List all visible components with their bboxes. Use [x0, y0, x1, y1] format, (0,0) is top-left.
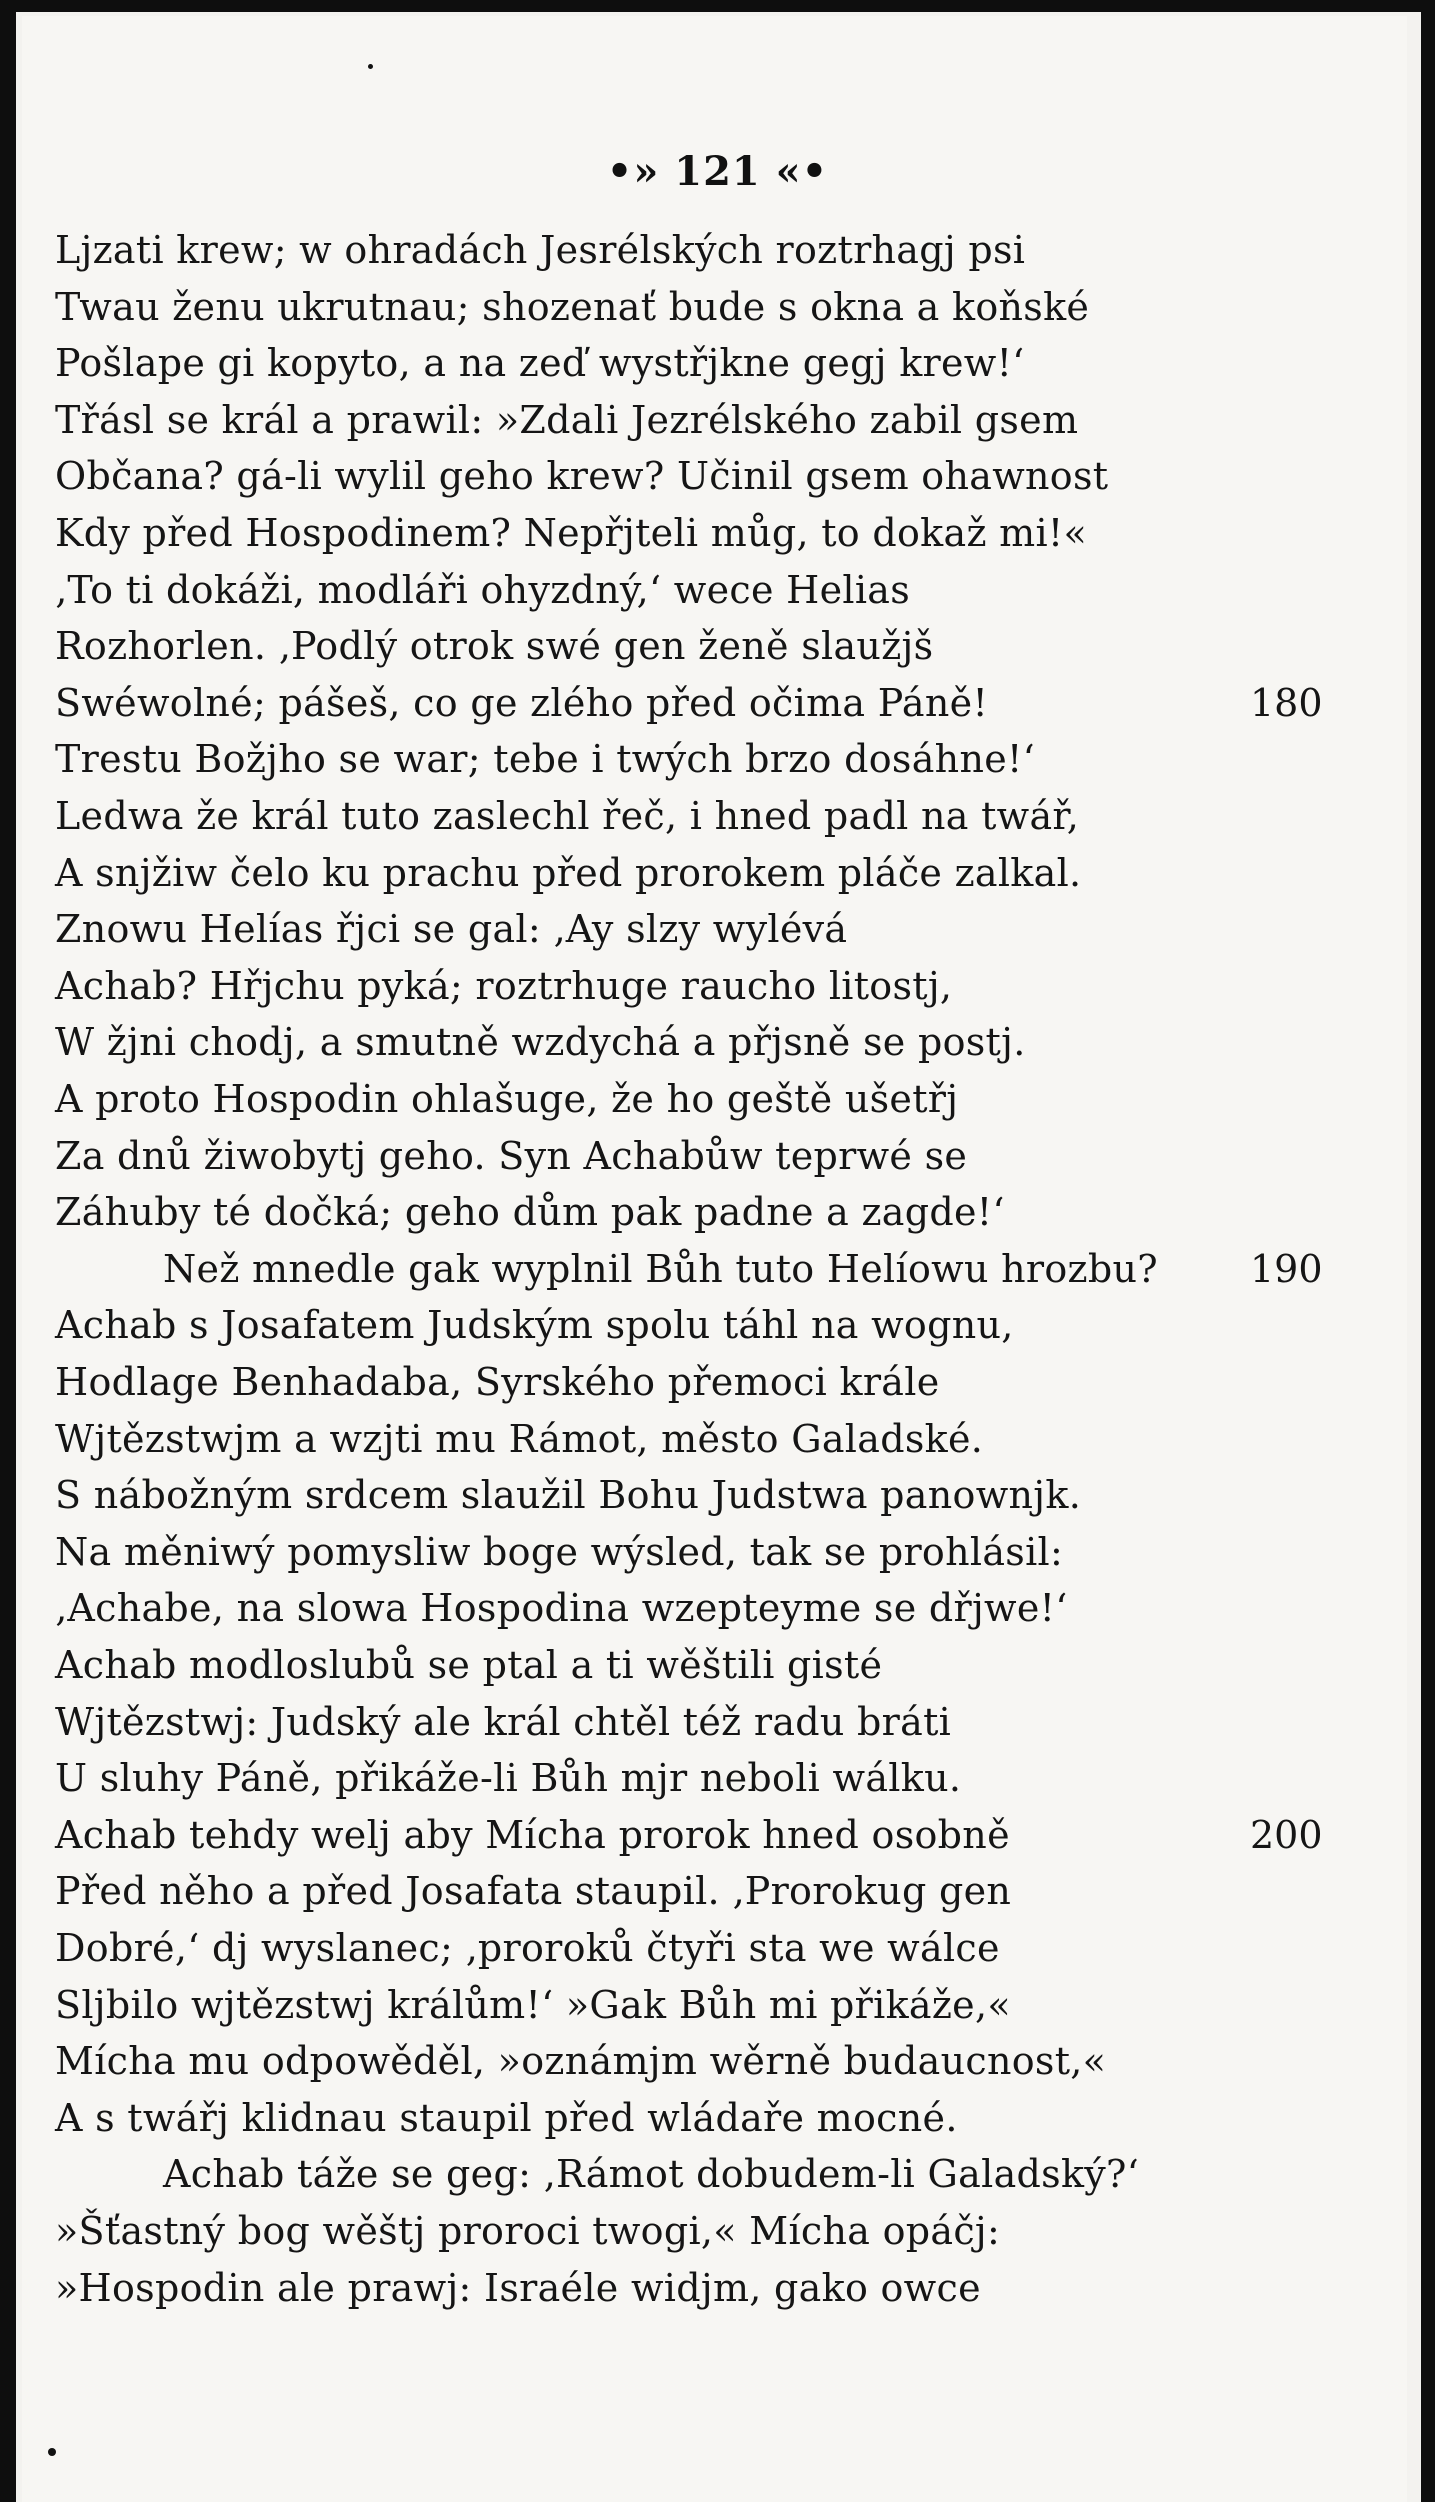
text-line: Swéwolné; pášeš, co ge zlého před očima Páně!	[55, 680, 989, 725]
page-header: •» 121 «•	[606, 148, 829, 195]
scan-border-top	[0, 0, 1435, 12]
text-line: A snjžiw čelo ku prachu před prorokem pláče zalkal.	[55, 850, 1082, 895]
text-line: Twau ženu ukrutnau; shozenať bude s okna a koňské	[55, 284, 1090, 329]
text-line: ‚To ti dokáži, modláři ohyzdný,‘ wece Helias	[55, 567, 911, 612]
text-line: Před něho a před Josafata staupil. ‚Prorokug gen	[55, 1869, 1012, 1914]
text-line: Občana? gá-li wylil geho krew? Učinil gsem ohawnost	[55, 454, 1109, 499]
text-line: A s twářj klidnau staupil před wládaře mocné.	[55, 2095, 958, 2140]
text-line: Ljzati krew; w ohradách Jesrélských roztrhagj psi	[55, 228, 1026, 272]
text-line: Záhuby té dočká; geho dům pak padne a zagde!‘	[55, 1190, 1005, 1235]
text-line: S nábožným srdcem slaužil Bohu Judstwa panownjk.	[55, 1473, 1082, 1518]
text-line: Trestu Božjho se war; tebe i twých brzo dosáhne!‘	[55, 737, 1035, 782]
text-line: Sljbilo wjtězstwj králům!‘ »Gak Bůh mi přikáže,«	[55, 1982, 1011, 2027]
text-line: Dobré,‘ dj wyslanec; ‚proroků čtyři sta we wálce	[55, 1926, 1000, 1970]
scan-border-left	[0, 0, 16, 2502]
scan-border-right	[1421, 0, 1435, 2502]
text-line: Na měniwý pomysliw boge wýsled, tak se prohlásil:	[55, 1529, 1064, 1574]
text-line: Kdy před Hospodinem? Nepřjteli můg, to dokaž mi!«	[55, 511, 1088, 555]
text-line: Pošlape gi kopyto, a na zeď wystřjkne gegj krew!‘	[55, 341, 1025, 386]
text-line: Achab? Hřjchu pyká; roztrhuge raucho litostj,	[55, 963, 953, 1008]
text-line: Ledwa že král tuto zaslechl řeč, i hned padl na twář,	[55, 794, 1080, 838]
text-line: »Hospodin ale prawj: Israéle widjm, gako owce	[55, 2265, 981, 2310]
text-line: ‚Achabe, na slowa Hospodina wzepteyme se dřjwe!‘	[55, 1586, 1068, 1631]
text-line: Achab modloslubů se ptal a ti wěštili gisté	[55, 1643, 883, 1687]
text-line: »Šťastný bog wěštj proroci twogi,« Mícha opáčj:	[55, 2209, 1001, 2253]
text-line: Rozhorlen. ‚Podlý otrok swé gen ženě slaužjš	[55, 624, 934, 669]
text-line: Achab táže se geg: ‚Rámot dobudem-li Galadský?‘	[163, 2152, 1140, 2197]
verse-number: 180	[1250, 680, 1323, 725]
text-line: A proto Hospodin ohlašuge, že ho geště ušetřj	[55, 1077, 959, 1121]
text-line: Hodlage Benhadaba, Syrského přemoci krále	[55, 1360, 940, 1404]
text-line: Znowu Helías řjci se gal: ‚Ay slzy wylévá	[55, 907, 848, 952]
text-line: Wjtězstwjm a wzjti mu Rámot, město Galadské.	[55, 1416, 984, 1461]
verse-number: 200	[1250, 1812, 1323, 1857]
text-line: Achab tehdy welj aby Mícha prorok hned osobně	[55, 1812, 1010, 1857]
text-line: Mícha mu odpowěděl, »oznámjm wěrně budaucnost,«	[55, 2039, 1107, 2084]
text-line: W žjni chodj, a smutně wzdychá a přjsně se postj.	[55, 1020, 1026, 1065]
ink-speck	[368, 64, 373, 69]
text-line: Achab s Josafatem Judským spolu táhl na wognu,	[55, 1303, 1014, 1348]
text-line: Než mnedle gak wyplnil Bůh tuto Helíowu hrozbu?	[163, 1246, 1158, 1291]
ink-speck	[48, 2448, 56, 2456]
text-line: Za dnů žiwobytj geho. Syn Achabůw teprwé se	[55, 1133, 968, 1178]
verse-number: 190	[1250, 1246, 1323, 1291]
text-line: U sluhy Páně, přikáže-li Bůh mjr neboli wálku.	[55, 1756, 962, 1801]
text-line: Třásl se král a prawil: »Zdali Jezrélského zabil gsem	[55, 397, 1079, 442]
text-line: Wjtězstwj: Judský ale král chtěl též radu bráti	[55, 1699, 952, 1744]
